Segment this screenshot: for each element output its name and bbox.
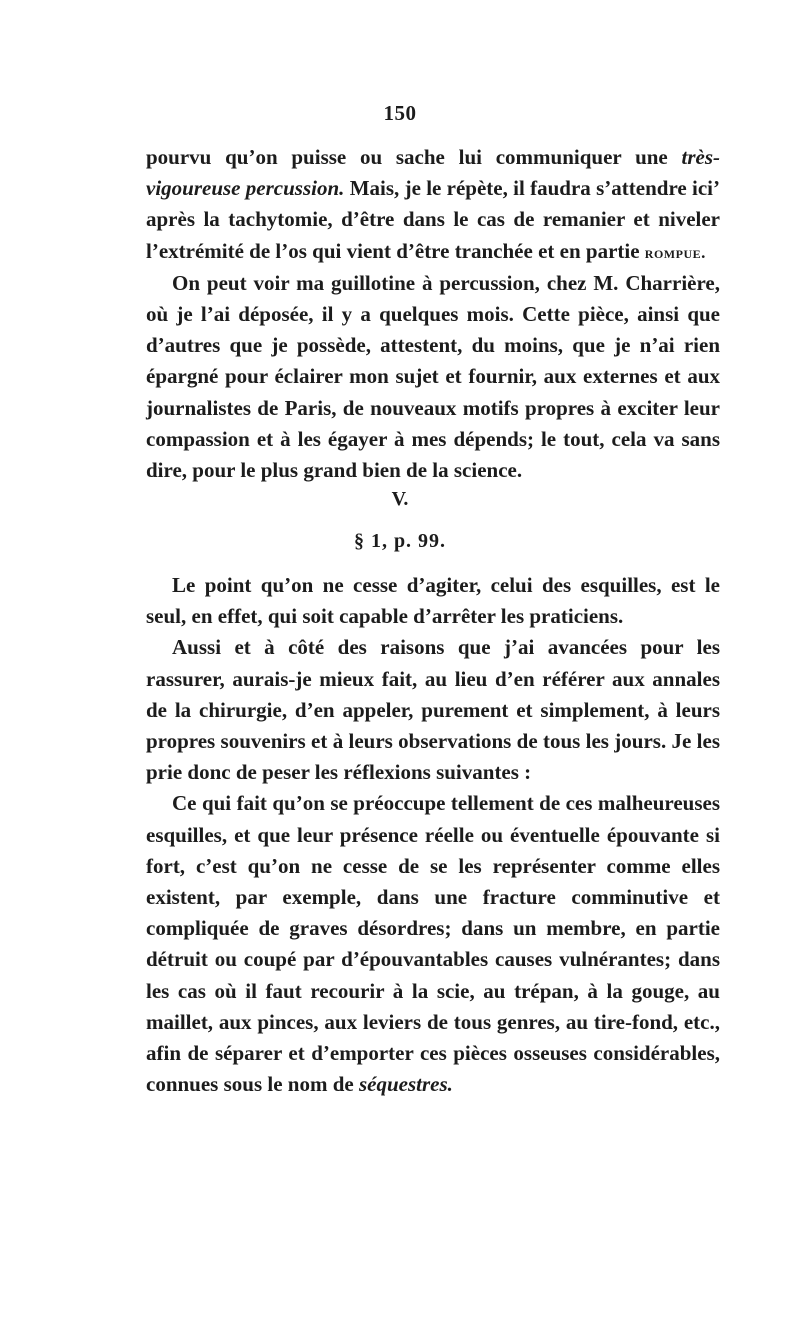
- paragraph-1-smallcaps: rompue.: [644, 242, 706, 262]
- section-reference: § 1, p. 99.: [353, 530, 447, 552]
- paragraph-1: [146, 142, 720, 268]
- paragraph-1-emphasis: très-vigoureuse percussion.: [146, 145, 720, 201]
- section-numeral: V.: [391, 488, 409, 510]
- paragraph-5-lead: Ce qui fait qu’on se préoccupe tellement de ces malheureuses esquilles, et que leur présence réelle ou éventuelle épouvante si fort, c’est qu’on ne cesse de se les représenter comme elles existent, par exemple, dans une fracture comminutive et compliquée de graves désordres; dans un membre, en partie détruit ou coupé par d’épouvantables causes vulnérantes; dans les cas où il faut recourir à la scie, au trépan, à la gouge, au maillet, aux pinces, aux leviers de tous genres, au tire-fond, etc., afin de séparer et d’emporter ces pièces osseuses considérables, connues sous le nom de: [146, 791, 720, 1097]
- paragraph-5-emphasis: séquestres.: [358, 1072, 453, 1097]
- text-block-bottom: [146, 570, 720, 1100]
- paragraph-1-lead: pourvu qu’on puisse ou sache lui communiquer une: [146, 145, 682, 169]
- paragraph-2: On peut voir ma guillotine à percussion, chez M. Charrière, où je l’ai déposée, il y a quelques mois. Cette pièce, ainsi que d’autres que je possède, attestent, du moins, que je n’ai rien épargné pour éclairer mon sujet et fournir, aux externes et aux journalistes de Paris, de nouveaux motifs propres à exciter leur compassion et à les égayer à mes dépends; le tout, cela va sans dire, pour le plus grand bien de la science.: [146, 270, 720, 483]
- paragraph-3: Le point qu’on ne cesse d’agiter, celui des esquilles, est le seul, en effet, qui soit capable d’arrêter les praticiens.: [146, 573, 720, 629]
- paragraph-5: [146, 788, 720, 1100]
- paragraph-4: Aussi et à côté des raisons que j’ai avancées pour les rassurer, aurais-je mieux fait, au lieu d’en référer aux annales de la chirurgie, d’en appeler, purement et simplement, à leurs propres souvenirs et à leurs observations de tous les jours. Je les prie donc de peser les réflexions suivantes :: [146, 635, 720, 785]
- paragraph-1-middle: Mais, je le répète, il faudra s’attendre ici’ après la tachytomie, d’être dans le cas de remanier et niveler l’extrémité de l’os qui vient d’être tranchée et en partie: [146, 176, 720, 263]
- text-block-top: [146, 142, 720, 486]
- page-number: 150: [383, 101, 417, 125]
